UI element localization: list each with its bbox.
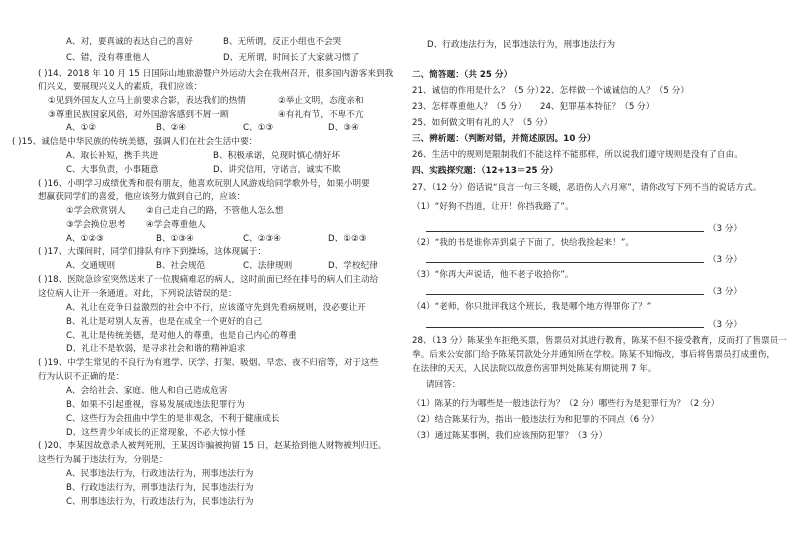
q25: 25、如何做文明有礼的人？（5 分）: [412, 118, 553, 128]
q14-option-a: A、①②: [66, 123, 97, 133]
answer-line-2[interactable]: [426, 262, 704, 263]
q16-stem-2: 想赢获同学们的喜爱，他应该努力做到自己的，应该：: [38, 192, 246, 202]
q23: 23、怎样尊重他人？（5 分）: [412, 102, 527, 112]
q14-statement-3: ③尊重民族国家风俗，对外国游客感到不屑一顾: [48, 110, 229, 120]
q19-option-b: B、如果不引起重视，容易发展成违法犯罪行为: [66, 400, 245, 410]
q28-item-3: （3）通过陈某事例，我们应该预防犯罪？（3 分）: [412, 431, 608, 441]
q28-stem-1: 28、（13 分）陈某坐车拒绝买票，售票员对其进行教育，陈某不但不接受教育，反而打了售票员一: [412, 336, 787, 346]
q15-option-c: C、大事负责，小事随意: [66, 165, 159, 175]
q16-option-a: A、①②③: [66, 234, 104, 244]
q16-statement-2: ②自己走自己的路，不管他人怎么想: [146, 206, 284, 216]
q27-stem: 27、（12 分）俗话说“良言一句三冬暖，恶语伤人六月寒”，请你改写下列不当的说话方式。: [412, 183, 762, 193]
q15-option-d: D、讲究信用，守诺言，诚实不欺: [213, 165, 341, 175]
q15-option-a: A、取长补短，携手共进: [66, 151, 159, 161]
q27-item-1: （1）“好狗不挡道，让开！你挡我路了”。: [412, 202, 574, 212]
q14-option-c: C、①③: [243, 123, 274, 133]
q17-option-a: A、交通规则: [66, 261, 116, 271]
q14-statement-2: ②举止文明，态度亲和: [278, 96, 364, 106]
q14-option-b: B、②④: [156, 123, 187, 133]
q17-option-d: D、学校纪律: [328, 261, 378, 271]
q16-option-c: C、②③④: [243, 234, 281, 244]
q19-stem-1: ( )19、中学生常见的不良行为有逃学、厌学、打架、吸烟、早恋、夜不归宿等，对于这些: [38, 358, 379, 368]
q27-item-4: （4）“老师，你只批评我这个班长，我是哪个地方得罪你了？”: [412, 302, 652, 312]
q16-statement-1: ①学会欣赏别人: [66, 206, 126, 216]
q27-item-2: （2）“我的书是谁你弄到桌子下面了，快给我捡起来！”。: [412, 238, 634, 248]
q22: 22、怎样做一个诚诚信的人？（5 分）: [540, 86, 689, 96]
q18-stem-1: ( )18、医院急诊室突然送来了一位腹痛难忍的病人，这时前面已经在排号的病人们主动给: [38, 275, 379, 285]
q20-option-c: C、刑事违法行为，行政违法行为，民事违法行为: [66, 497, 254, 507]
answer-line-3[interactable]: [426, 294, 704, 295]
q15-option-b: B、积极承诺，兑现时慎心情好坏: [213, 151, 340, 161]
q13-option-a: A、对，要真诚的表达自己的喜好: [66, 37, 193, 47]
q19-option-c: C、这些行为会扭曲中学生的是非观念，不利于健康成长: [66, 414, 280, 424]
q21: 21、诚信的作用是什么？（5 分）: [412, 86, 544, 96]
q28-stem-2: 拳。后来公安部门给予陈某罚款处分并通知所在学校。陈某不知悔改，事后将售票员打成重伤，: [412, 350, 776, 360]
q18-option-a: A、礼让在竞争日益激烈的社会中不行，应该谨守先到先看病规则，没必要让开: [66, 303, 366, 313]
q14-statement-1: ①见到外国友人立马上前要求合影，表达我们的热情: [48, 96, 246, 106]
q14-statement-4: ④有礼有节，不卑不亢: [278, 110, 364, 120]
q28-stem-3: 在法律的天天，人民法院以故意伤害罪判处陈某有期徒刑 7 年。: [412, 364, 657, 374]
q20-option-a: A、民事违法行为，行政违法行为，刑事违法行为: [66, 469, 254, 479]
q19-stem-2: 行为认识不正确的是：: [38, 372, 125, 382]
score-27-2: （3 分）: [708, 255, 742, 265]
q16-statement-3: ③学会换位思考: [66, 220, 126, 230]
q16-option-b: B、①③④: [156, 234, 194, 244]
q13-option-c: C、错，没有尊重他人: [66, 53, 150, 63]
q26: 26、生活中的规则是限制我们不能这样不能那样，所以说我们遵守规则是没有了自由。: [412, 150, 743, 160]
q24: 24、犯罪基本特征？（5 分）: [540, 102, 655, 112]
q18-option-b: B、礼让是对别人友善，也是在成全一个更好的自己: [66, 317, 263, 327]
q28-ask: 请回答：: [426, 380, 461, 390]
q18-stem-2: 这位病人让开一条通道。对此，下列说法错误的是：: [38, 289, 237, 299]
q16-stem-1: ( )16、小明学习成绩优秀和很有朋友，他喜欢玩别人风游戏给同学歌外号，如果小明要: [38, 179, 370, 189]
answer-line-1[interactable]: [426, 231, 704, 232]
q15-stem: ( )15、诚信是中华民族的传统美德，强调人们在社会生活中要：: [12, 137, 258, 147]
q14-stem-1: ( )14、2018 年 10 月 15 日国际山地旅游暨户外运动大会在我州召开，很多国内游客来到我: [38, 69, 394, 79]
q17-option-b: B、社会规范: [156, 261, 206, 271]
q16-statement-4: ④学会尊重他人: [146, 220, 206, 230]
q14-option-d: D、③④: [328, 123, 359, 133]
q20-option-d: D、行政违法行为，民事违法行为，刑事违法行为: [427, 40, 616, 50]
section-practice: 四、实践探究题：（12+13＝25 分）: [412, 166, 558, 176]
q18-option-d: D、礼让不是软弱，是寻求社会和谐的精神追求: [66, 344, 246, 354]
q13-option-d: D、无所谓，时间长了大家就习惯了: [223, 53, 360, 63]
score-27-1: （3 分）: [708, 224, 742, 234]
q20-stem-2: 这些行为属于违法行为，分别是：: [38, 455, 168, 465]
q18-option-c: C、礼让是传统美德，是对他人的尊重，也是自己内心的尊重: [66, 331, 297, 341]
q19-option-d: D、这些青少年成长的正常现象，不必大惊小怪: [66, 428, 246, 438]
answer-line-4[interactable]: [426, 327, 704, 328]
q17-stem: ( )17、大课间时，同学们排队有序下到操场，这体现属于：: [38, 247, 267, 257]
q19-option-a: A、会给社会、家庭、他人和自己造成危害: [66, 386, 228, 396]
score-27-4: （3 分）: [708, 320, 742, 330]
q28-item-1: （1）陈某的行为哪些是一般违法行为？（2 分）哪些行为是犯罪行为？（2 分）: [412, 399, 720, 409]
q27-item-3: （3）“你再大声说话，他不老子收拾你”。: [412, 270, 574, 280]
section-short-answer: 二、简答题：（共 25 分）: [412, 70, 513, 80]
q20-stem-1: ( )20、李某因故意杀人被判死刑，王某因诈骗被拘留 15 日，赵某拾到他人财物被判归还。: [38, 441, 387, 451]
q13-option-b: B、无所谓，反正小组也不会哭: [223, 37, 342, 47]
score-27-3: （3 分）: [708, 287, 742, 297]
q16-option-d: D、①②③: [328, 234, 367, 244]
q20-option-b: B、行政违法行为，刑事违法行为，民事违法行为: [66, 483, 254, 493]
q28-item-2: （2）结合陈某行为，指出一般违法行为和犯罪的不同点（6 分）: [412, 415, 660, 425]
section-analysis: 三、辨析题：（判断对错，并简述原因。10 分）: [412, 134, 596, 144]
q14-stem-2: 们兴义，要展现兴义人的素质，我们应该：: [38, 82, 203, 92]
q17-option-c: C、法律规则: [243, 261, 293, 271]
